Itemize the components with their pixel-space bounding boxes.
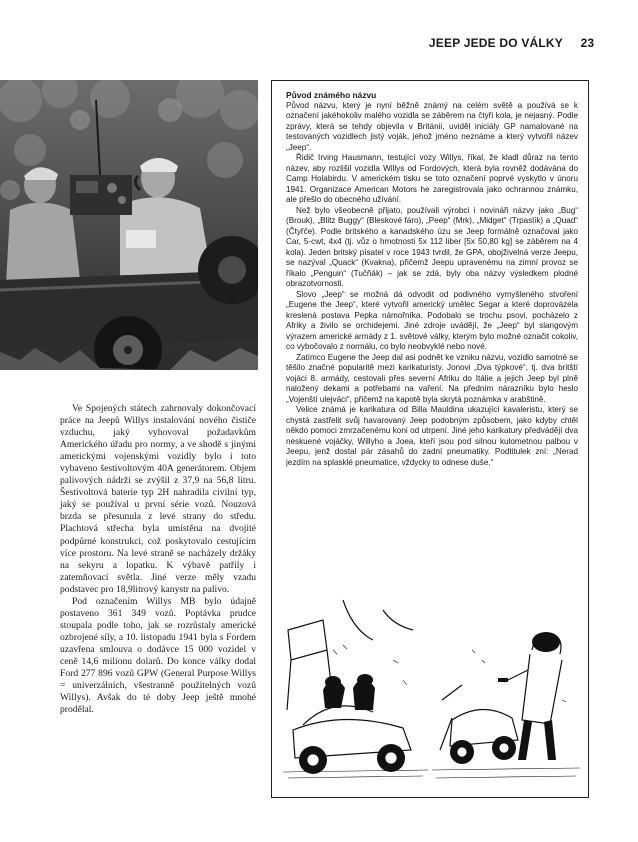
paragraph: Než bylo všeobecně přijato, používali výrobci i novináři názvy jako „Bug“ (Brouk), „Blitz Buggy“ (Bleskové fáro), „Peep“ (Mrk), „Midget“ (Trpaslík) a „Quad“ (Čtyřče). Podle britského a kanadského úzu se Jeep formálně označoval jako Car, 5-cwt, 4x4 (tj. vůz o hmotnosti 5x 112 liber [5x 50,80 kg] se záběrem na 4 kola). Jeden britský písatel v roce 1943 tvrdil, že GPA, obojživelná verze Jeepu, se nazýval „Quack“ (Kvakna), přičemž Jeepu upravenému na zimní provoz se říkalo „Penguin“ (Tučňák) – jak se zdá, byly oba názvy výsledkem plodné obrazotvornosti. <box>286 205 578 288</box>
paragraph: Řidič Irving Hausmann, testující vozy Willys, říkal, že kladl důraz na tento název, aby rozlišil vozidla Willys od Fordových, která byla rovněž dodávána do Camp Holabirdu. V americkém tisku se toto označení poprvé vyskytlo v únoru 1941. Organizace American Motors he zaregistrovala jako ochrannou známku, ale přešlo do obecného užívání. <box>286 153 578 204</box>
jeep-radio-photo <box>0 80 258 370</box>
paragraph: Slovo „Jeep“ se možná dá odvodit od podivného vymyšleného stvoření „Eugene the Jeep“, které vytvořil americký umělec Segar a které doprovázela kreslená postava Pepka námořníka. Podobalo se trochu psovi, pocházelo z Afriky a živilo se orchidejemi. Jiné zdroje uvádějí, že „Jeep“ byl slangovým výrazem americké armády z 1. světové války, kterým bylo možné označit cokoliv, co vybočovalo z normálu, co bylo neobvyklé nebo nové. <box>286 289 578 351</box>
paragraph: Původ názvu, který je nyní běžně známý na celém světě a používá se k označení jakéhokoliv malého vozidla se záběrem na čtyři kola, je nejasný. Podle zprávy, která se tehdy objevila v Británii, uviděl iniciály GP namalované na testovaných vozidlech jistý voják, jehož jméno neznáme a který vytvořil název „Jeep“. <box>286 100 578 152</box>
running-title: JEEP JEDE DO VÁLKY <box>428 36 563 50</box>
page-number: 23 <box>580 36 594 50</box>
page-header <box>0 36 638 52</box>
paragraph: Velice známá je karikatura od Billa Mauldina ukazující kavaleristu, který se chystá zastřelit svůj havarovaný Jeep podobným způsobem, jako kdyby chtěl někdo pomoci zmrzačenému koni od utrpení. Jiné jeho karikatury předvádějí dva neskuené vojáčky, Willyho a Joea, kteří jsou pod silnou kulometnou palbou v Jeepu, jenž dostal pár zásahů do zadní pneumatiky. Podtitulek zní: „Nerad jezdím na splasklé pneumatice, vždycky to odnese duše.“ <box>286 405 578 467</box>
photo-illustration <box>0 80 258 370</box>
sidebar-box-text <box>286 90 578 468</box>
box-heading: Původ známého názvu <box>286 90 377 100</box>
cartoon-jeep-under-fire <box>283 590 428 786</box>
cartoon-illustration <box>283 590 428 786</box>
paragraph: Ve Spojených státech zahrnovaly dokončovací práce na Jeepů Willys instalování nového čističe vzduchu, jaký vyhovoval požadavkům Amerického úřadu pro normy, a ve shodě s jinými americkými vojenskými vozidly bylo i toto vybaveno šestivoltovým 40A generátorem. Objem palivových nádrží se zvýšil z 37,9 na 56,8 litru. Šestivoltová baterie typ 2H nahradila civilní typ, jaký se používal u první série vozů. Nouzová brzda se přesunula z levé strany do středu. Plachtová střecha byla umístěna na dvojité podpůrné konstrukci, což poskytovalo cestujícím více prostoru. Na levé straně se nacházely držáky na sekyru a lopatku. K výbavě patřily i zatemňovací světla. Jiné verze měly vzadu podstavec pro 18,9litrový kanystr na palivo. <box>60 403 256 595</box>
left-column-text <box>60 403 256 716</box>
cartoon-illustration <box>432 590 580 786</box>
cartoon-cavalryman-and-jeep <box>432 590 580 786</box>
paragraph: Pod označením Willys MB bylo údajně postaveno 361 349 vozů. Poptávka prudce stoupala podle toho, jak se rozrůstaly americké ozbrojené síly, a 10. listopadu 1941 byla s Fordem uzavřena smlouva o dodávce 15 000 vozidel v ceně 14,6 milionu dolarů. Do konce války dodal Ford 277 896 vozů GPW (General Purpose Willys = univerzálních, všestranně použitelných vozů Willys). Avšak do té doby Jeep ještě mnohé prodělal. <box>60 595 256 716</box>
paragraph: Zatímco Eugene the Jeep dal asi podnět ke vzniku názvu, vozidlo samotné se těšilo značné popularitě mezi karikaturisty. Jonovi „Dva týpkové“, tj. dva britští vojáci 8. armády, cestovali přes severní Afriku do Itálie a jejich Jeep byl plně naložený dekami a potřebami na vaření. Na předním nárazníku bylo heslo „Vojenští ulejváci“, přičemž na kapotě byla skrytá poznámka v arabštině. <box>286 352 578 404</box>
